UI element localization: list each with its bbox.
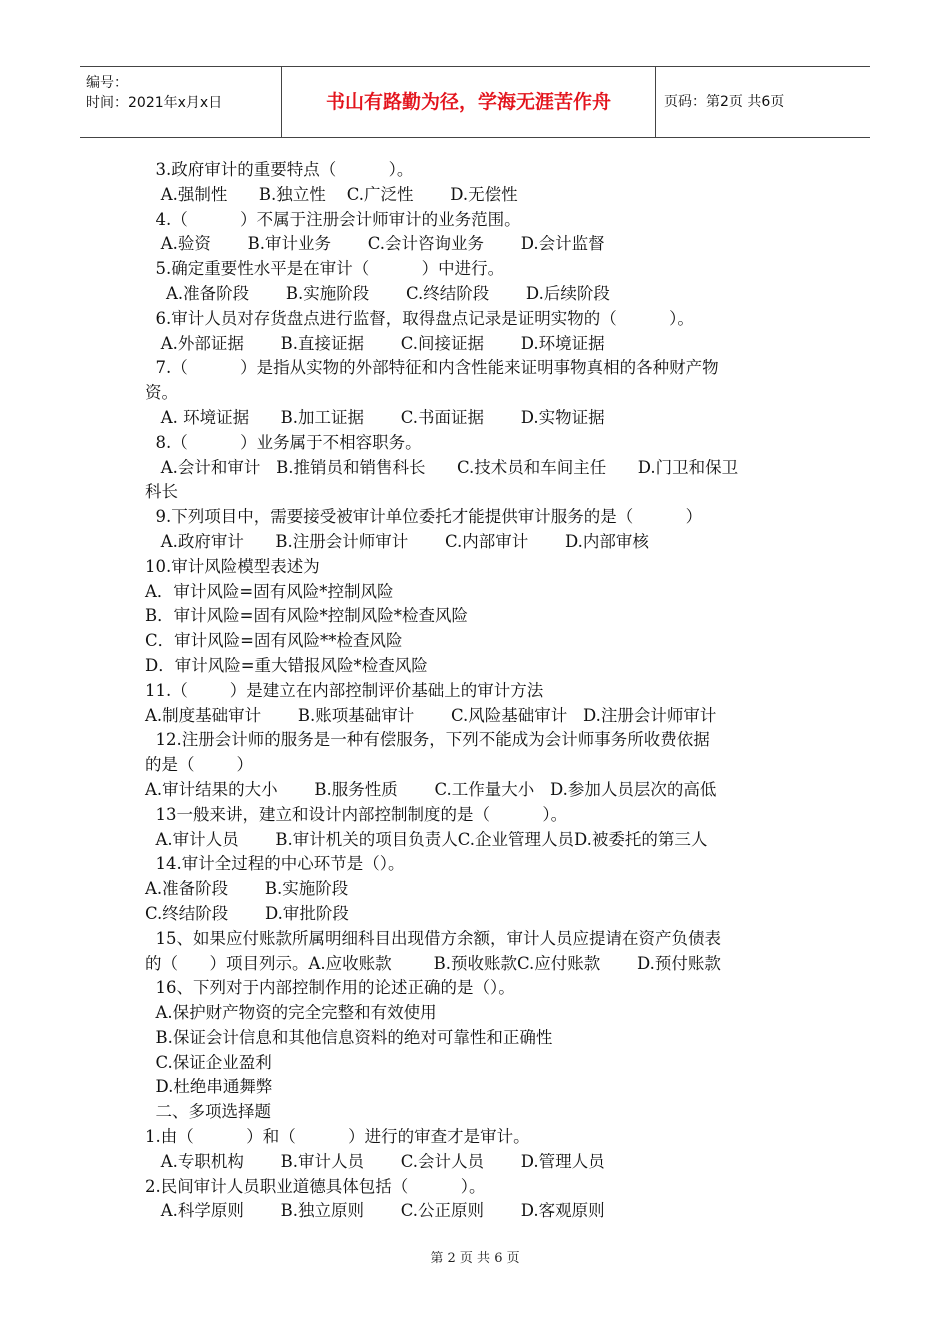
document-body xyxy=(145,158,810,1224)
text-line: D.杜绝串通舞弊 xyxy=(145,1077,273,1097)
text-line: 6.审计人员对存货盘点进行监督，取得盘点记录是证明实物的（ ）。 xyxy=(145,308,694,328)
text-line: A.制度基础审计 B.账项基础审计 C.风险基础审计 D.注册会计师审计 xyxy=(145,705,717,725)
text-line: 7.（ ）是指从实物的外部特征和内含性能来证明事物真相的各种财产物 xyxy=(145,358,719,378)
header-left-cell xyxy=(80,67,282,137)
text-line: 14.审计全过程的中心环节是（）。 xyxy=(145,854,405,874)
text-line: A.专职机构 B.审计人员 C.会计人员 D.管理人员 xyxy=(145,1151,605,1171)
text-line: C．审计风险=固有风险**检查风险 xyxy=(145,631,403,651)
text-line: 3.政府审计的重要特点（ ）。 xyxy=(145,160,414,179)
text-line: A.审计结果的大小 B.服务性质 C.工作量大小 D.参加人员层次的高低 xyxy=(145,779,717,799)
text-line: B．审计风险=固有风险*控制风险*检查风险 xyxy=(145,606,468,626)
text-line: 2.民间审计人员职业道德具体包括（ ）。 xyxy=(145,1176,486,1196)
text-line: 二、多项选择题 xyxy=(145,1102,271,1122)
text-line: 资。 xyxy=(145,383,178,403)
text-line: C.保证企业盈利 xyxy=(145,1052,272,1072)
text-line: 9.下列项目中，需要接受被审计单位委托才能提供审计服务的是（ ） xyxy=(145,507,703,527)
header-number-label: 编号： xyxy=(86,75,128,91)
text-line: 15、如果应付账款所属明细科目出现借方余额，审计人员应提请在资产负债表 xyxy=(145,928,721,948)
text-line: 5.确定重要性水平是在审计（ ）中进行。 xyxy=(145,259,505,279)
text-line: A.科学原则 B.独立原则 C.公正原则 D.客观原则 xyxy=(145,1201,605,1221)
text-line: A.准备阶段 B.实施阶段 C.终结阶段 D.后续阶段 xyxy=(145,283,610,303)
text-line: A．审计风险=固有风险*控制风险 xyxy=(145,581,394,601)
header-page-info: 页码：第2页 共6页 xyxy=(664,94,785,110)
page-footer: 第 2 页 共 6 页 xyxy=(430,1251,520,1266)
text-line: 科长 xyxy=(145,482,178,502)
text-line: A.政府审计 B.注册会计师审计 C.内部审计 D.内部审核 xyxy=(145,531,649,551)
page-header xyxy=(80,66,870,138)
text-line: A.验资 B.审计业务 C.会计咨询业务 D.会计监督 xyxy=(145,234,605,254)
text-line: 11.（ ）是建立在内部控制评价基础上的审计方法 xyxy=(145,680,544,700)
text-line: 4.（ ）不属于注册会计师审计的业务范围。 xyxy=(145,209,521,229)
header-time-label: 时间：2021年x月x日 xyxy=(86,95,223,111)
text-line: 10.审计风险模型表述为 xyxy=(145,556,320,576)
header-motto: 书山有路勤为径，学海无涯苦作舟 xyxy=(282,67,656,137)
text-line: 8.（ ）业务属于不相容职务。 xyxy=(145,432,422,452)
text-line: A.强制性 B.独立性 C.广泛性 D.无偿性 xyxy=(145,184,518,204)
text-line: A.准备阶段 B.实施阶段 xyxy=(145,879,349,899)
text-line: A.外部证据 B.直接证据 C.间接证据 D.环境证据 xyxy=(145,333,605,353)
text-line: 1.由（ ）和（ ）进行的审查才是审计。 xyxy=(145,1127,530,1147)
text-line: 13一般来讲，建立和设计内部控制制度的是（ ）。 xyxy=(145,804,568,824)
text-line: 16、下列对于内部控制作用的论述正确的是（）。 xyxy=(145,978,515,998)
text-line: C.终结阶段 D.审批阶段 xyxy=(145,903,349,923)
text-line: D．审计风险=重大错报风险*检查风险 xyxy=(145,655,428,675)
text-line: A.审计人员 B.审计机关的项目负责人C.企业管理人员D.被委托的第三人 xyxy=(145,829,708,849)
text-line: 12.注册会计师的服务是一种有偿服务，下列不能成为会计师事务所收费依据 xyxy=(145,730,710,750)
text-line: 的（ ）项目列示。A.应收账款 B.预收账款C.应付账款 D.预付账款 xyxy=(145,953,721,973)
text-line: A.会计和审计 B.推销员和销售科长 C.技术员和车间主任 D.门卫和保卫 xyxy=(145,457,739,477)
text-line: B.保证会计信息和其他信息资料的绝对可靠性和正确性 xyxy=(145,1027,553,1047)
text-line: 的是（ ） xyxy=(145,755,253,775)
text-line: A.保护财产物资的完全完整和有效使用 xyxy=(145,1003,437,1023)
text-line: A. 环境证据 B.加工证据 C.书面证据 D.实物证据 xyxy=(145,407,605,427)
